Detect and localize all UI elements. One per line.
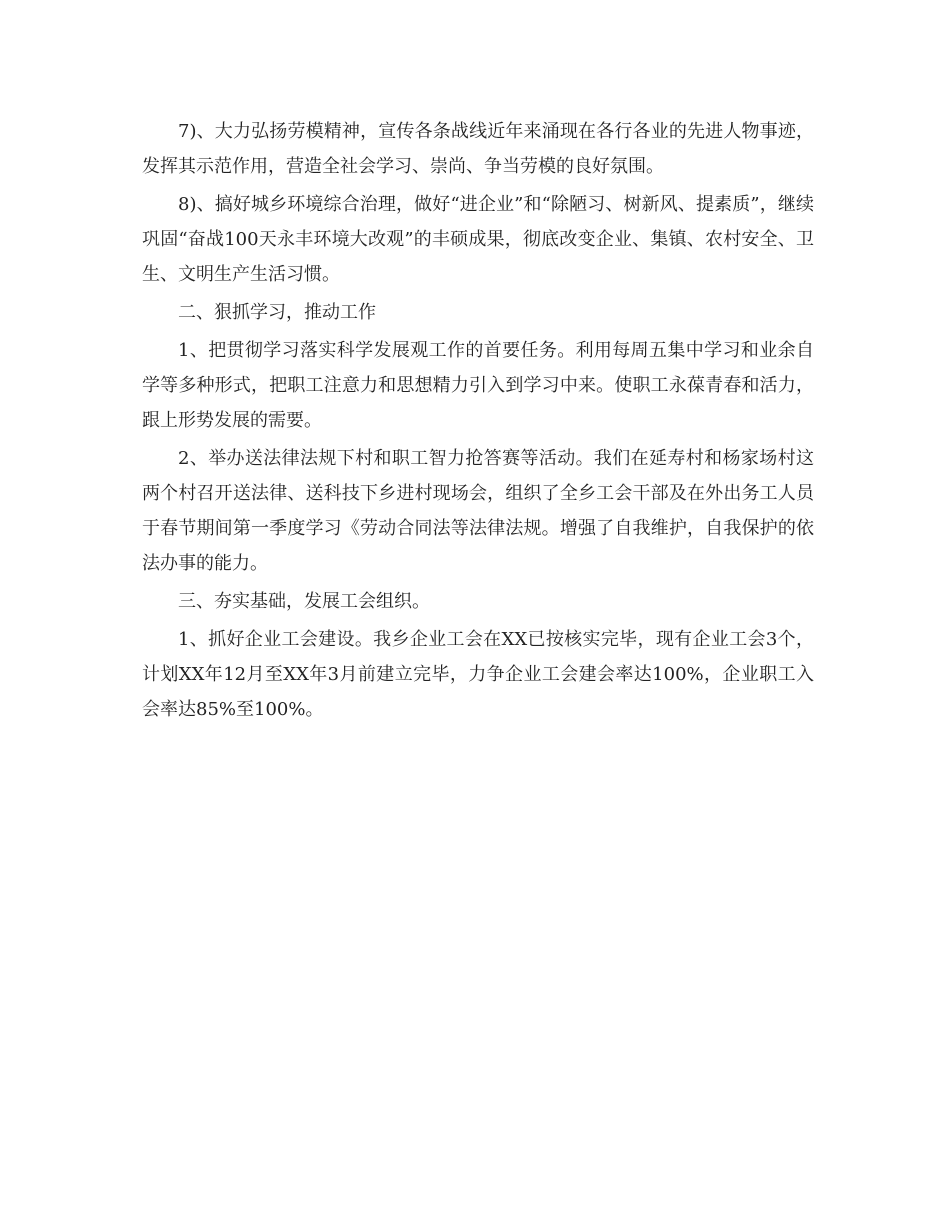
paragraph-study-2: 2、举办送法律法规下村和职工智力抢答赛等活动。我们在延寿村和杨家场村这两个村召开送法律、送科技下乡进村现场会，组织了全乡工会干部及在外出务工人员于春节期间第一季度学习《劳动合同法等法律法规。增强了自我维护，自我保护的依法办事的能力。 <box>142 448 814 574</box>
paragraph-study-1: 1、把贯彻学习落实科学发展观工作的首要任务。利用每周五集中学习和业余自学等多种形式，把职工注意力和思想精力引入到学习中来。使职工永葆青春和活力，跟上形势发展的需要。 <box>142 340 814 431</box>
section-heading-foundation: 三、夯实基础，发展工会组织。 <box>178 591 430 612</box>
paragraph-7-labor-model: 7)、大力弘扬劳模精神，宣传各条战线近年来涌现在各行各业的先进人物事迹，发挥其示范作用，营造全社会学习、崇尚、争当劳模的良好氛围。 <box>142 121 814 177</box>
document-body <box>142 114 814 730</box>
paragraph-8-environment: 8)、搞好城乡环境综合治理，做好“进企业”和“除陋习、树新风、提素质”，继续巩固“奋战100天永丰环境大改观”的丰硕成果，彻底改变企业、集镇、农村安全、卫生、文明生产生活习惯。 <box>142 194 814 285</box>
paragraph-foundation-1: 1、抓好企业工会建设。我乡企业工会在XX已按核实完毕，现有企业工会3个，计划XX年12月至XX年3月前建立完毕，力争企业工会建会率达100%，企业职工入会率达85%至100%。 <box>142 629 814 720</box>
section-heading-study: 二、狠抓学习，推动工作 <box>178 302 376 323</box>
